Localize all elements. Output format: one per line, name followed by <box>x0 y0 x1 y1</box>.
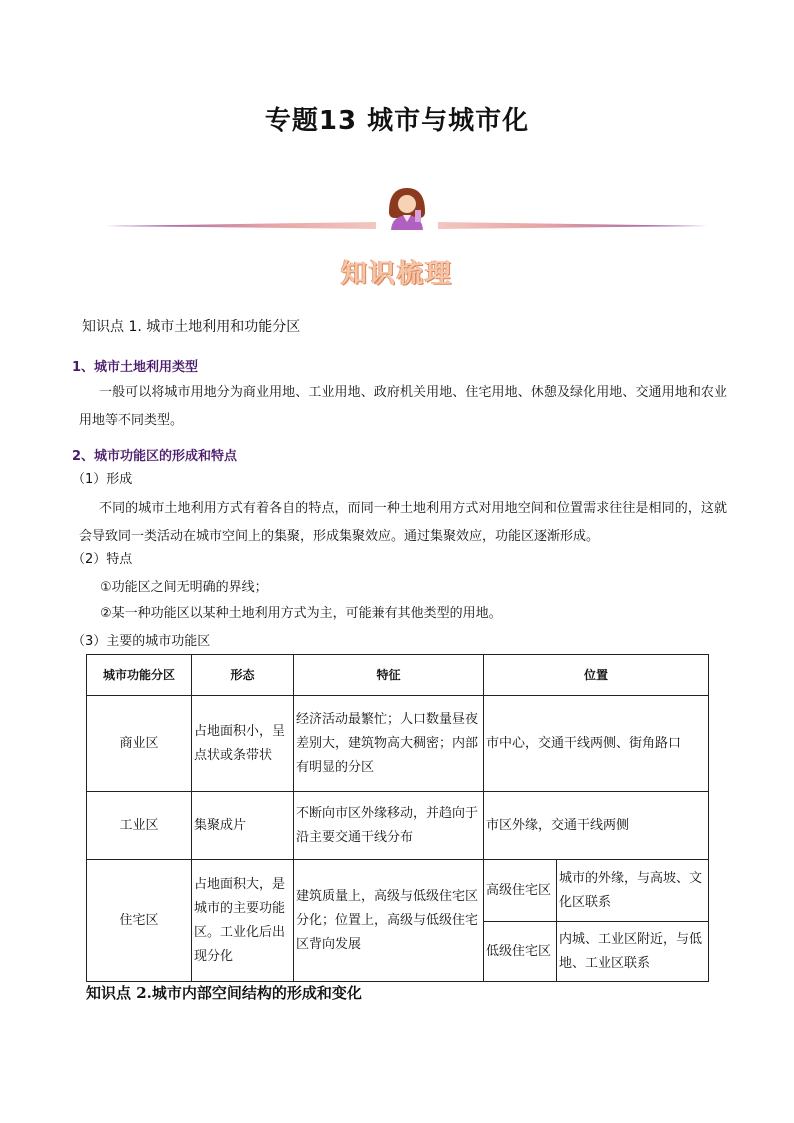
table-cell-subzone: 低级住宅区 <box>484 922 557 982</box>
table-cell-form: 集聚成片 <box>192 792 294 860</box>
table-row <box>87 860 709 922</box>
paragraph-land-use: 一般可以将城市用地分为商业用地、工业用地、政府机关用地、住宅用地、休憩及绿化用地、交通用地和农业用地等不同类型。 <box>79 385 727 428</box>
table-cell-feature: 建筑质量上，高级与低级住宅区分化；位置上，高级与低级住宅区背向发展 <box>294 860 484 982</box>
table-header-row <box>87 655 709 696</box>
subheading-characteristics: （2）特点 <box>72 552 133 567</box>
table-header: 位置 <box>484 655 709 696</box>
teacher-avatar-icon <box>106 182 708 242</box>
table-cell-area: 住宅区 <box>87 860 192 982</box>
table-cell-location: 市区外缘，交通干线两侧 <box>484 792 709 860</box>
table-cell-location: 市中心，交通干线两侧、街角路口 <box>484 696 709 792</box>
table-cell-subzone: 高级住宅区 <box>484 860 557 922</box>
subheading-main-zones: （3）主要的城市功能区 <box>72 634 211 649</box>
table-cell-form: 占地面积大，是城市的主要功能区。工业化后出现分化 <box>192 860 294 982</box>
table-row <box>87 792 709 860</box>
knowledge-point-1-title: 知识点 1. 城市土地利用和功能分区 <box>82 319 301 335</box>
table-cell-feature: 不断向市区外缘移动，并趋向于沿主要交通干线分布 <box>294 792 484 860</box>
table-cell-feature: 经济活动最繁忙；人口数量昼夜差别大，建筑物高大稠密；内部有明显的分区 <box>294 696 484 792</box>
heading-functional-zones: 2、城市功能区的形成和特点 <box>72 449 238 464</box>
knowledge-point-2-title: 知识点 2.城市内部空间结构的形成和变化 <box>86 984 362 1002</box>
list-item-2: ②某一种功能区以某种土地利用方式为主，可能兼有其他类型的用地。 <box>100 606 502 621</box>
paragraph-formation: 不同的城市土地利用方式有着各自的特点，而同一种土地利用方式对用地空间和位置需求往往是相同的，这就会导致同一类活动在城市空间上的集聚，形成集聚效应。通过集聚效应，功能区逐渐形成。 <box>79 501 727 544</box>
table-cell-location: 内城、工业区附近，与低地、工业区联系 <box>557 922 709 982</box>
list-item-1: ①功能区之间无明确的界线； <box>100 580 268 595</box>
table-row <box>87 696 709 792</box>
table-cell-form: 占地面积小，呈点状或条带状 <box>192 696 294 792</box>
heading-land-use-types: 1、城市土地利用类型 <box>72 360 199 375</box>
table-cell-location: 城市的外缘，与高坡、文化区联系 <box>557 860 709 922</box>
table-header: 特征 <box>294 655 484 696</box>
table-header: 城市功能分区 <box>87 655 192 696</box>
table-cell-area: 商业区 <box>87 696 192 792</box>
table-header: 形态 <box>192 655 294 696</box>
section-title: 知识梳理 <box>340 259 453 289</box>
table-cell-area: 工业区 <box>87 792 192 860</box>
page-title: 专题13 城市与城市化 <box>264 106 530 136</box>
functional-zone-table <box>86 654 709 982</box>
subheading-formation: （1）形成 <box>72 472 133 487</box>
